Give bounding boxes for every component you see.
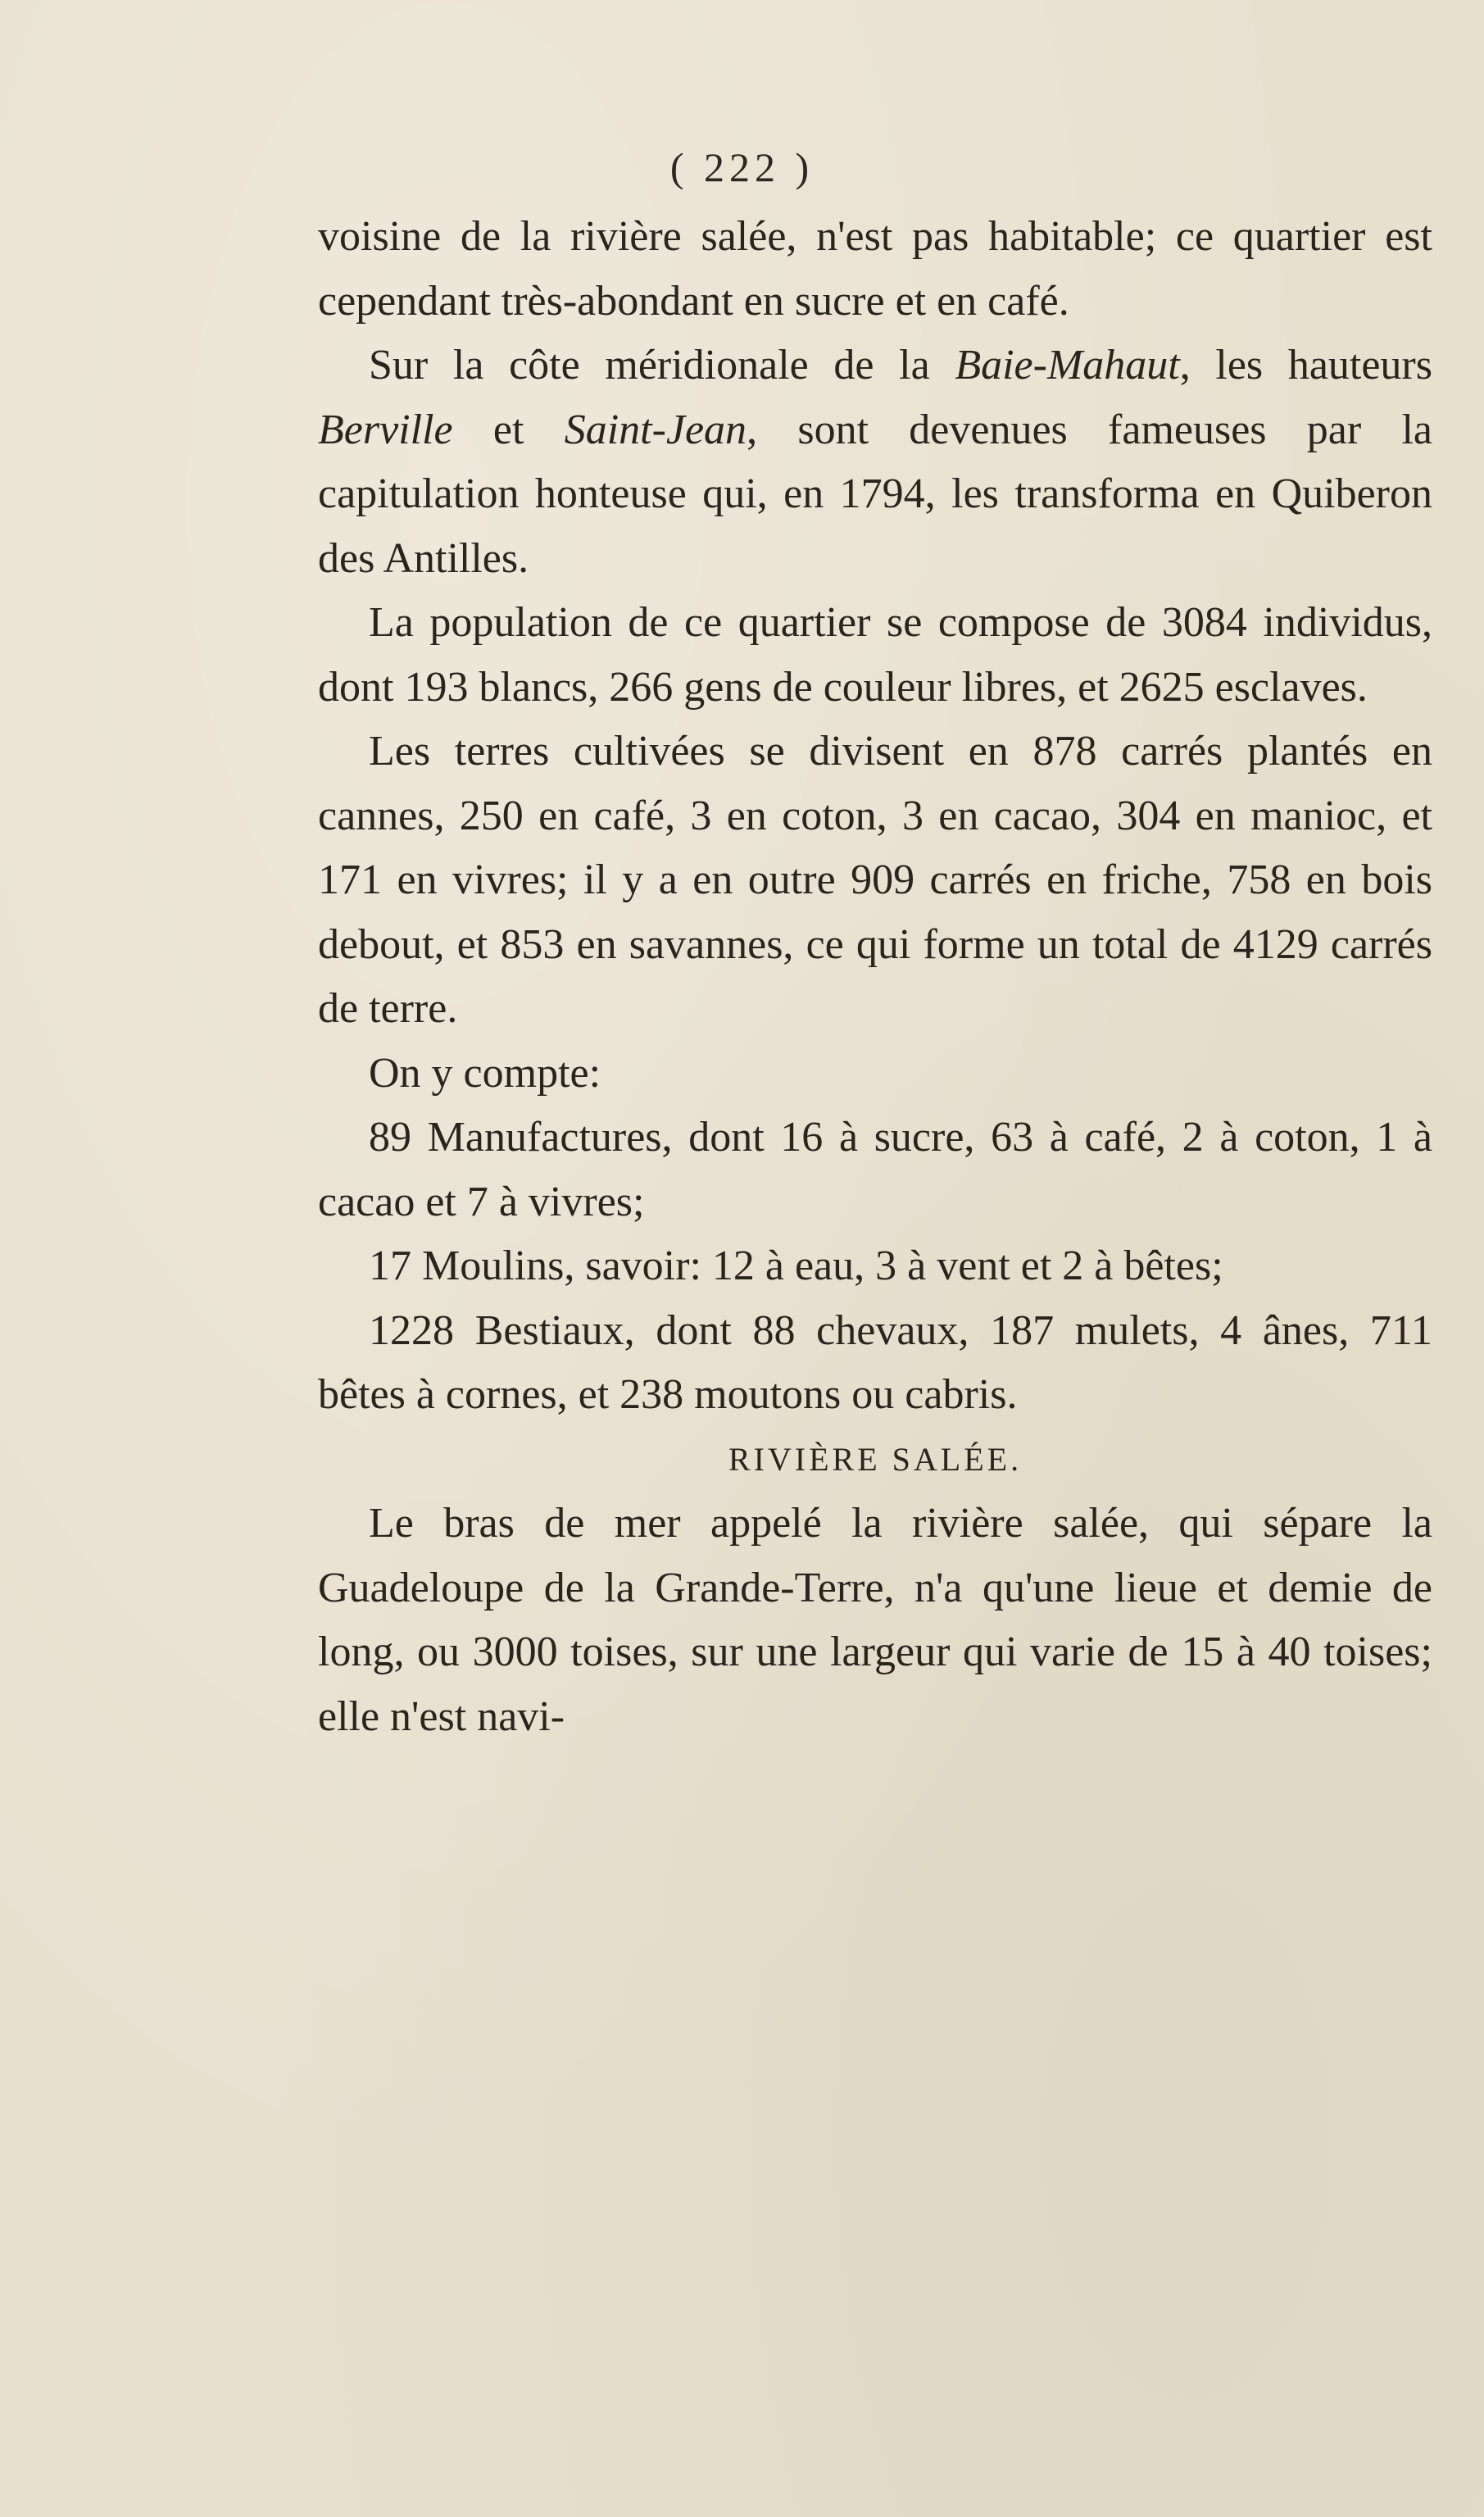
paragraph-5: On y compte: bbox=[369, 1049, 601, 1097]
place-saint-jean: Saint-Jean bbox=[564, 406, 747, 453]
paragraph-9: Le bras de mer appelé la rivière salée, qui sépare la Guadeloupe de la Grande-Terre, n'a qu'une lieue et demie de long, ou 3000 toises, sur une largeur qui varie de 15 à 40 toises; elle n'est navi- bbox=[318, 1500, 1432, 1740]
body-text bbox=[318, 205, 1432, 1749]
page-number: ( 222 ) bbox=[669, 144, 815, 190]
paragraph-2-start: Sur la côte méridionale de la bbox=[369, 342, 955, 388]
paragraph-2-mid2: et bbox=[452, 406, 565, 453]
paragraph-3: La population de ce quartier se compose de 3084 individus, dont 193 blancs, 266 gens de couleur libres, et 2625 esclaves. bbox=[318, 599, 1432, 711]
paragraph-7: 17 Moulins, savoir: 12 à eau, 3 à vent et 2 à bêtes; bbox=[369, 1243, 1223, 1289]
paragraph-4: Les terres cultivées se divisent en 878 carrés plantés en cannes, 250 en café, 3 en coton, 3 en cacao, 304 en manioc, et 171 en vivres; il y a en outre 909 carrés en friche, 758 en bois debout, et 853 en savannes, ce qui forme un total de 4129 carrés de terre. bbox=[318, 728, 1432, 1032]
paragraph-2 bbox=[318, 334, 1432, 591]
paragraph-2-mid1: , les hauteurs bbox=[1179, 342, 1432, 388]
place-berville: Berville bbox=[318, 406, 453, 453]
paragraph-8: 1228 Bestiaux, dont 88 chevaux, 187 mulets, 4 ânes, 711 bêtes à cornes, et 238 moutons ou cabris. bbox=[318, 1306, 1432, 1418]
place-baie-mahaut: Baie-Mahaut bbox=[955, 342, 1180, 388]
section-heading: RIVIÈRE SALÉE. bbox=[728, 1440, 1023, 1478]
paragraph-2-end: , sont devenues fameuses par la capitulation honteuse qui, en 1794, les transforma en Quiberon des Antilles. bbox=[318, 406, 1433, 582]
paragraph-1: voisine de la rivière salée, n'est pas habitable; ce quartier est cependant très-abondant en sucre et en café. bbox=[318, 213, 1432, 325]
paragraph-6: 89 Manufactures, dont 16 à sucre, 63 à café, 2 à coton, 1 à cacao et 7 à vivres; bbox=[318, 1114, 1432, 1225]
